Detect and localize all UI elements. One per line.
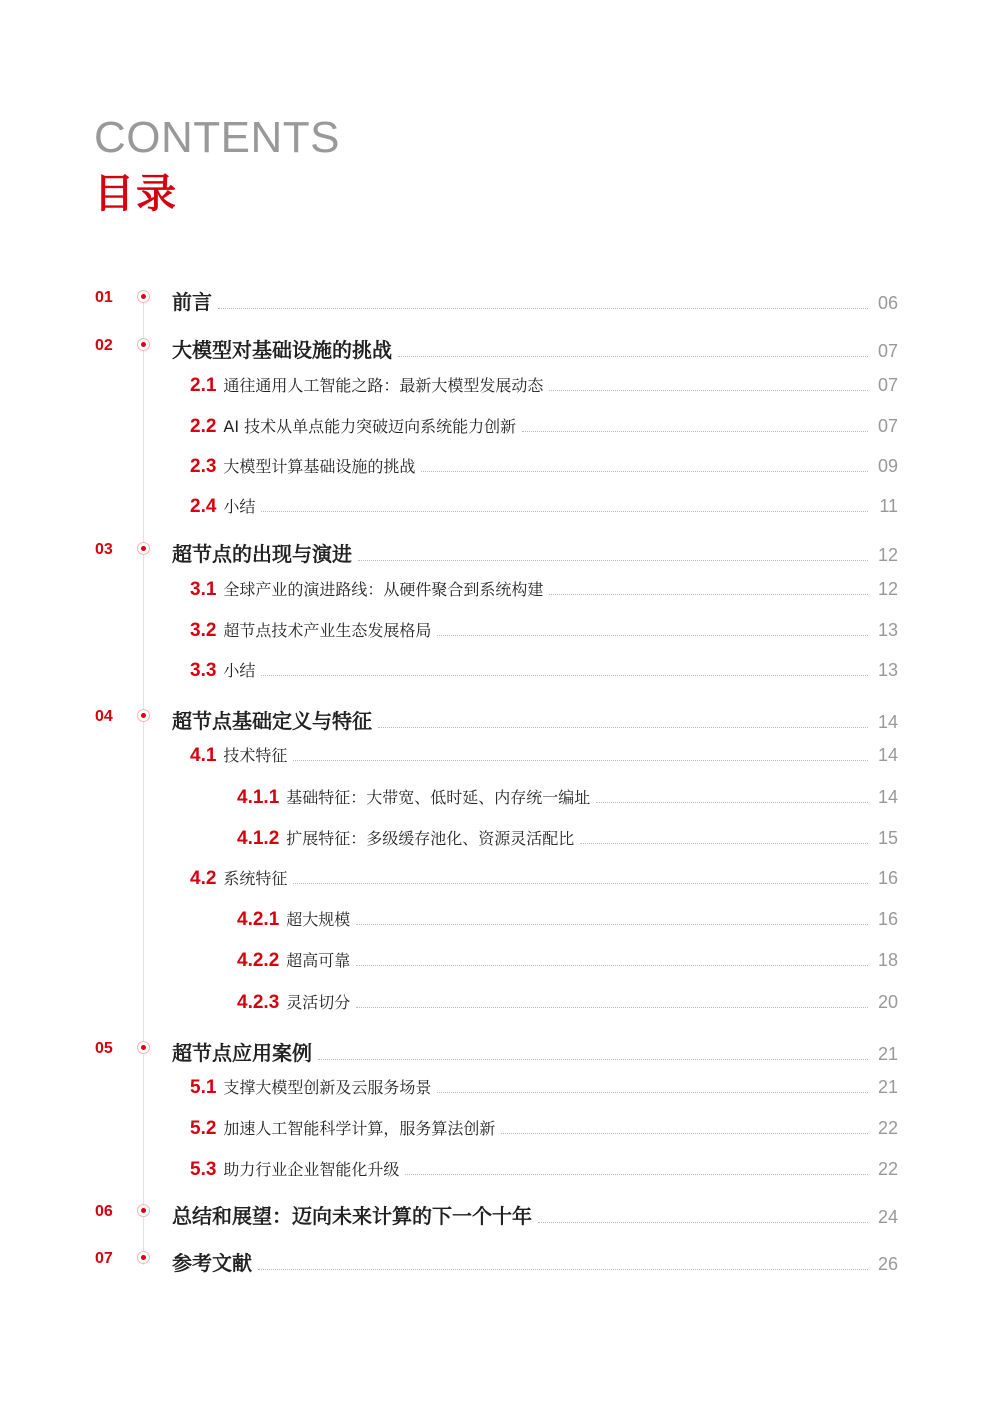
dot-leader [356, 965, 868, 966]
subsection-title: 扩展特征：多级缓存池化、资源灵活配比 [286, 829, 575, 848]
dot-leader [378, 727, 868, 728]
subsection-title: 超大规模 [286, 910, 351, 929]
toc-section-4-2[interactable] [0, 866, 992, 896]
section-title: 支撑大模型创新及云服务场景 [223, 1078, 432, 1097]
dot-leader [522, 431, 868, 432]
chapter-title: 超节点应用案例 [172, 1041, 312, 1065]
chapter-title: 大模型对基础设施的挑战 [172, 338, 392, 362]
page-number: 16 [877, 909, 898, 929]
contents-heading-zh: 目录 [94, 171, 178, 217]
contents-heading-en: CONTENTS [94, 113, 340, 162]
dot-leader [261, 511, 868, 512]
toc-subsection-4-1-2[interactable] [0, 826, 992, 856]
chapter-number: 02 [95, 337, 113, 354]
toc-chapter-07[interactable] [0, 1247, 992, 1277]
section-title: 全球产业的演进路线：从硬件聚合到系统构建 [223, 580, 544, 599]
timeline-dot-icon [138, 710, 149, 721]
section-title: 大模型计算基础设施的挑战 [223, 457, 416, 476]
toc-section-2-2[interactable] [0, 414, 992, 444]
subsection-title: 灵活切分 [286, 993, 351, 1012]
toc-section-3-3[interactable] [0, 658, 992, 688]
page-number: 21 [877, 1044, 898, 1064]
dot-leader [293, 883, 868, 884]
toc-section-2-4[interactable] [0, 494, 992, 524]
chapter-number: 05 [95, 1040, 113, 1057]
toc-subsection-4-2-2[interactable] [0, 948, 992, 978]
page-number: 13 [877, 620, 898, 640]
section-code: 5.2 [190, 1118, 217, 1139]
page-number: 07 [877, 375, 898, 395]
section-code: 3.3 [190, 660, 217, 681]
page-number: 21 [877, 1077, 898, 1097]
page-number: 15 [877, 828, 898, 848]
section-code: 3.2 [190, 620, 217, 641]
section-code: 2.1 [190, 375, 217, 396]
page-number: 12 [877, 545, 898, 565]
page-number: 26 [877, 1254, 898, 1274]
page-number: 24 [877, 1207, 898, 1227]
timeline-dot-icon [138, 291, 149, 302]
chapter-number: 03 [95, 541, 113, 558]
timeline-dot-icon [138, 339, 149, 350]
dot-leader [358, 560, 868, 561]
toc-chapter-03[interactable] [0, 538, 992, 568]
dot-leader [596, 802, 868, 803]
dot-leader [549, 594, 868, 595]
toc-section-2-1[interactable] [0, 373, 992, 403]
section-title: 通往通用人工智能之路：最新大模型发展动态 [223, 376, 544, 395]
chapter-title: 前言 [172, 290, 212, 314]
chapter-number: 07 [95, 1250, 113, 1267]
dot-leader [356, 924, 868, 925]
section-code: 2.3 [190, 456, 217, 477]
section-title: 助力行业企业智能化升级 [223, 1160, 400, 1179]
toc-subsection-4-1-1[interactable] [0, 785, 992, 815]
section-title: 技术特征 [223, 746, 288, 765]
dot-leader [437, 1092, 868, 1093]
section-code: 5.3 [190, 1159, 217, 1180]
dot-leader [501, 1133, 868, 1134]
section-title: 加速人工智能科学计算，服务算法创新 [223, 1119, 496, 1138]
toc-subsection-4-2-3[interactable] [0, 990, 992, 1020]
dot-leader [356, 1007, 868, 1008]
toc-chapter-04[interactable] [0, 705, 992, 735]
page-number: 07 [877, 416, 898, 436]
timeline-dot-icon [138, 1042, 149, 1053]
page-number: 09 [877, 456, 898, 476]
dot-leader [258, 1269, 868, 1270]
timeline-dot-icon [138, 1205, 149, 1216]
subsection-title: 超高可靠 [286, 951, 351, 970]
section-title: 超节点技术产业生态发展格局 [223, 621, 432, 640]
page-number: 22 [877, 1159, 898, 1179]
section-code: 4.2 [190, 868, 217, 889]
toc-subsection-4-2-1[interactable] [0, 907, 992, 937]
toc-section-4-1[interactable] [0, 743, 992, 773]
toc-section-5-1[interactable] [0, 1075, 992, 1105]
section-title: 小结 [223, 661, 256, 680]
toc-chapter-01[interactable] [0, 286, 992, 316]
section-code: 5.1 [190, 1077, 217, 1098]
chapter-number: 06 [95, 1203, 113, 1220]
dot-leader [405, 1174, 868, 1175]
dot-leader [437, 635, 868, 636]
dot-leader [421, 471, 868, 472]
page-number: 14 [877, 787, 898, 807]
timeline-dot-icon [138, 543, 149, 554]
toc-chapter-05[interactable] [0, 1037, 992, 1067]
page-number: 22 [877, 1118, 898, 1138]
chapter-title: 超节点基础定义与特征 [172, 709, 372, 733]
toc-section-5-2[interactable] [0, 1116, 992, 1146]
page-number: 18 [877, 950, 898, 970]
chapter-title: 参考文献 [172, 1251, 252, 1275]
subsection-code: 4.2.2 [237, 950, 280, 971]
toc-chapter-02[interactable] [0, 334, 992, 364]
toc-chapter-06[interactable] [0, 1200, 992, 1230]
dot-leader [538, 1222, 868, 1223]
toc-section-2-3[interactable] [0, 454, 992, 484]
dot-leader [218, 308, 868, 309]
page-number: 12 [877, 579, 898, 599]
page-number: 14 [877, 745, 898, 765]
page-number: 06 [877, 293, 898, 313]
page-number: 13 [877, 660, 898, 680]
page-number: 11 [879, 496, 898, 516]
subsection-code: 4.1.2 [237, 828, 280, 849]
page-number: 14 [877, 712, 898, 732]
section-code: 2.2 [190, 416, 217, 437]
section-code: 3.1 [190, 579, 217, 600]
toc-section-5-3[interactable] [0, 1157, 992, 1187]
chapter-number: 01 [95, 289, 113, 306]
subsection-code: 4.1.1 [237, 787, 280, 808]
dot-leader [549, 390, 868, 391]
page-number: 16 [877, 868, 898, 888]
section-title: 系统特征 [223, 869, 288, 888]
toc-section-3-2[interactable] [0, 618, 992, 648]
dot-leader [398, 356, 868, 357]
dot-leader [318, 1059, 868, 1060]
page-number: 07 [877, 341, 898, 361]
subsection-code: 4.2.3 [237, 992, 280, 1013]
chapter-title: 超节点的出现与演进 [172, 542, 352, 566]
section-title: AI 技术从单点能力突破迈向系统能力创新 [223, 417, 517, 436]
subsection-code: 4.2.1 [237, 909, 280, 930]
toc-section-3-1[interactable] [0, 577, 992, 607]
section-code: 4.1 [190, 745, 217, 766]
section-code: 2.4 [190, 496, 217, 517]
timeline-dot-icon [138, 1252, 149, 1263]
dot-leader [293, 760, 868, 761]
page-number: 20 [877, 992, 898, 1012]
dot-leader [580, 843, 868, 844]
chapter-number: 04 [95, 708, 113, 725]
dot-leader [261, 675, 868, 676]
section-title: 小结 [223, 497, 256, 516]
subsection-title: 基础特征：大带宽、低时延、内存统一编址 [286, 788, 591, 807]
chapter-title: 总结和展望：迈向未来计算的下一个十年 [172, 1204, 532, 1228]
